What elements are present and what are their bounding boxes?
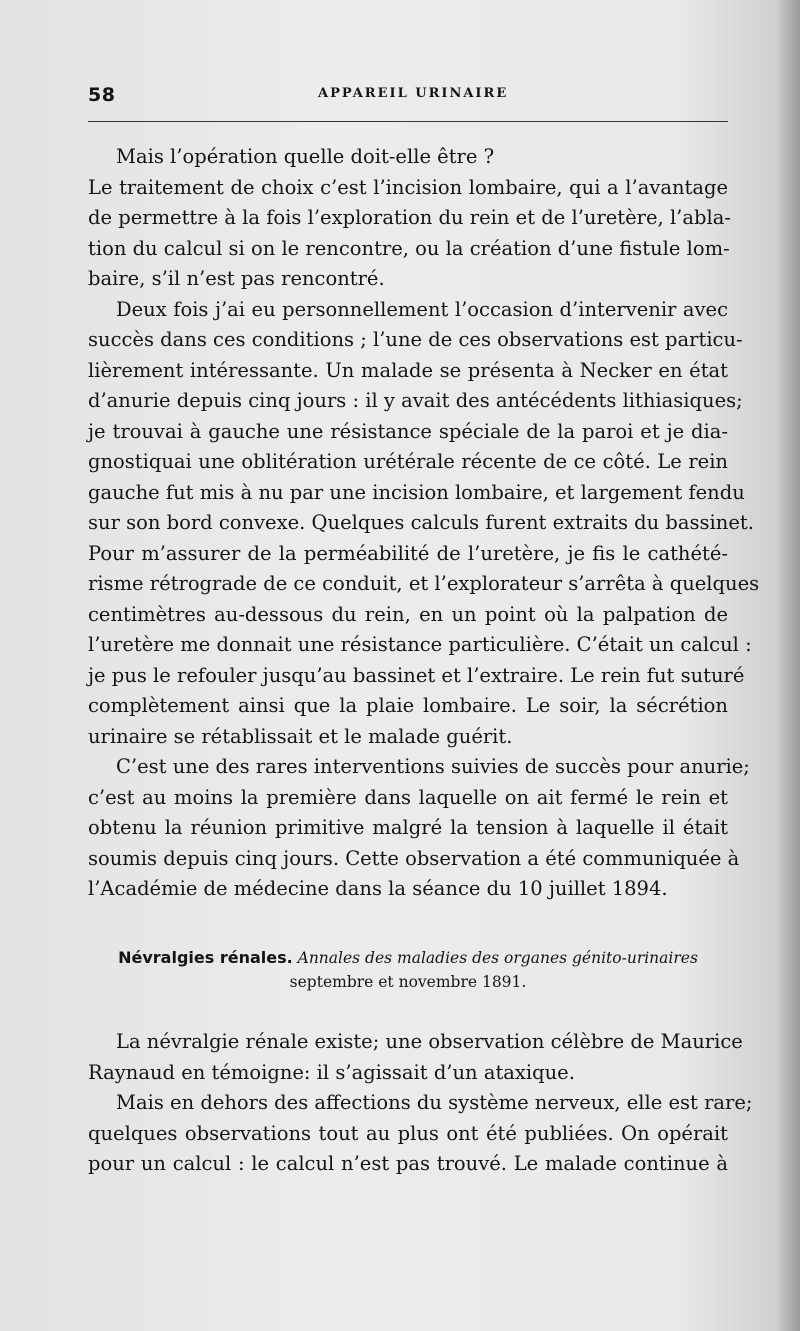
text-line: obtenu la réunion primitive malgré la tension à laquelle il était [88,816,728,839]
text-line: l’Académie de médecine dans la séance du 10 juillet 1894. [88,877,668,900]
text-line: La névralgie rénale existe; une observation célèbre de Maurice [116,1030,743,1053]
text-line: gnostiquai une oblitération urétérale récente de ce côté. Le rein [88,450,728,473]
body-text-part1 [88,142,760,905]
text-line: urinaire se rétablissait et le malade guérit. [88,724,513,748]
page-number: 58 [88,84,116,106]
text-line: risme rétrograde de ce conduit, et l’explorateur s’arrêta à quelques [88,572,760,595]
text-line: gauche fut mis à nu par une incision lombaire, et largement fendu [88,480,745,504]
section-heading [88,946,728,994]
text-line: sur son bord convexe. Quelques calculs furent extraits du bassinet. [88,511,754,534]
text-line: C’est une des rares interventions suivies de succès pour anurie; [116,755,750,778]
text-line: tion du calcul si on le rencontre, ou la création d’une fistule lom- [88,236,730,260]
text-line: Mais en dehors des affections du système nerveux, elle est rare; [116,1091,753,1114]
body-text-part2 [88,1027,753,1180]
text-line: je pus le refouler jusqu’au bassinet et l’extraire. Le rein fut suturé [88,663,745,687]
text-line: soumis depuis cinq jours. Cette observation a été communiquée à [88,846,740,870]
section-journal: Annales des maladies des organes génito-urinaires [297,949,698,967]
header-rule [88,121,728,122]
text-line: d’anurie depuis cinq jours : il y avait des antécédents lithiasiques; [88,389,743,412]
text-line: l’uretère me donnait une résistance particulière. C’était un calcul : [88,633,752,656]
text-line: complètement ainsi que la plaie lombaire. Le soir, la sécrétion [88,694,728,717]
text-line: Le traitement de choix c’est l’incision lombaire, qui a l’avantage [88,175,728,199]
text-line: Raynaud en témoigne: il s’agissait d’un ataxique. [88,1060,575,1084]
running-head: APPAREIL URINAIRE [318,86,509,101]
section-date: septembre et novembre 1891. [289,973,527,991]
text-line: de permettre à la fois l’exploration du rein et de l’uretère, l’abla- [88,206,731,229]
text-line: baire, s’il n’est pas rencontré. [88,267,385,290]
text-line: centimètres au-dessous du rein, en un point où la palpation de [88,602,728,626]
text-line: lièrement intéressante. Un malade se présenta à Necker en état [88,358,728,382]
text-line: c’est au moins la première dans laquelle on ait fermé le rein et [88,785,728,809]
text-line: je trouvai à gauche une résistance spéciale de la paroi et je dia- [88,419,728,443]
page-header [88,84,728,114]
text-line: Pour m’assurer de la perméabilité de l’uretère, je fis le cathété- [88,541,728,565]
text-line: quelques observations tout au plus ont été publiées. On opérait [88,1121,728,1145]
text-line: pour un calcul : le calcul n’est pas trouvé. Le malade continue à [88,1152,728,1175]
text-line: succès dans ces conditions ; l’une de ces observations est particu- [88,328,743,351]
section-title: Névralgies rénales. [118,948,293,967]
text-line: Mais l’opération quelle doit-elle être ? [116,145,495,168]
text-line: Deux fois j’ai eu personnellement l’occasion d’intervenir avec [116,297,728,321]
